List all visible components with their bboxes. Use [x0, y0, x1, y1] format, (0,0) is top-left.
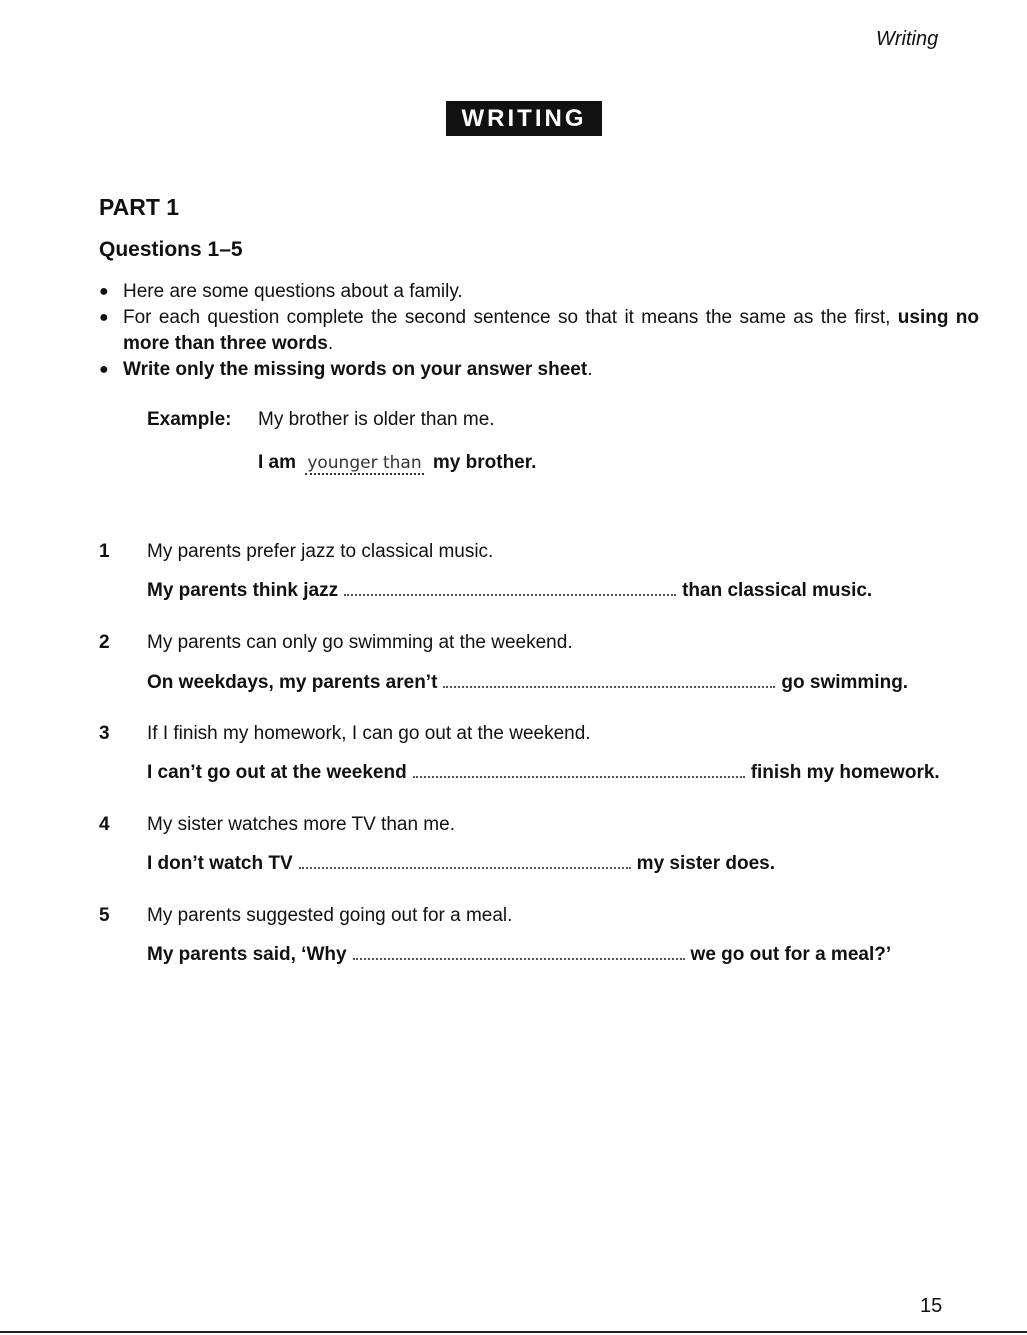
bullet-icon: ●: [99, 309, 109, 326]
question-number: 3: [99, 723, 110, 744]
section-banner: WRITING: [446, 101, 602, 136]
answer-blank[interactable]: [413, 763, 745, 778]
instruction-text: For each question complete the second sentence so that it means the same as the first,: [123, 307, 891, 328]
example-before: I am: [258, 452, 297, 473]
answer-after: we go out for a meal?’: [690, 944, 892, 965]
instruction-item: [99, 279, 979, 305]
question-answer-sentence: [147, 762, 940, 784]
answer-after: go swimming.: [781, 672, 909, 693]
question-number: 2: [99, 632, 110, 653]
running-head: Writing: [876, 28, 939, 50]
question-number: 1: [99, 541, 110, 562]
question-prompt: My parents prefer jazz to classical music.: [147, 541, 494, 562]
example-after: my brother.: [432, 452, 537, 473]
example-prompt: My brother is older than me.: [258, 409, 495, 430]
answer-blank[interactable]: [353, 945, 685, 960]
question-prompt: My parents can only go swimming at the weekend.: [147, 632, 573, 653]
instruction-text: Here are some questions about a family.: [123, 281, 463, 302]
page-number: 15: [920, 1295, 943, 1317]
question-answer-sentence: [147, 944, 891, 966]
part-title: PART 1: [99, 194, 180, 220]
instruction-item: [99, 357, 979, 383]
answer-before: My parents said, ‘Why: [147, 944, 347, 965]
question-number: 4: [99, 814, 110, 835]
instruction-emphasis: using no more than three words: [123, 307, 980, 354]
instruction-item: [99, 305, 979, 357]
instructions-list: [99, 279, 979, 383]
answer-before: I don’t watch TV: [147, 853, 293, 874]
question-answer-sentence: [147, 672, 908, 694]
question-prompt: My parents suggested going out for a meal.: [147, 905, 513, 926]
instruction-tail: .: [587, 359, 593, 380]
example-handwritten-answer: younger than: [307, 453, 422, 473]
instruction-emphasis: Write only the missing words on your answer sheet: [123, 359, 588, 380]
instruction-tail: .: [327, 333, 334, 354]
answer-blank[interactable]: [299, 854, 631, 869]
questions-range: Questions 1–5: [99, 238, 243, 261]
question-answer-sentence: [147, 853, 775, 875]
answer-after: than classical music.: [682, 580, 873, 601]
answer-before: I can’t go out at the weekend: [147, 762, 407, 783]
answer-blank[interactable]: [443, 673, 775, 688]
answer-after: finish my homework.: [750, 762, 940, 783]
answer-after: my sister does.: [636, 853, 776, 874]
example-label: Example:: [147, 409, 232, 430]
bullet-icon: ●: [99, 283, 109, 300]
question-number: 5: [99, 905, 110, 926]
question-answer-sentence: [147, 580, 872, 602]
example-answer-sentence: [258, 452, 536, 475]
question-prompt: My sister watches more TV than me.: [147, 814, 455, 835]
answer-before: On weekdays, my parents aren’t: [147, 672, 438, 693]
bullet-icon: ●: [99, 361, 109, 378]
bottom-divider: [0, 1331, 1027, 1333]
answer-before: My parents think jazz: [147, 580, 339, 601]
answer-blank[interactable]: [344, 581, 676, 596]
question-prompt: If I finish my homework, I can go out at the weekend.: [147, 723, 591, 744]
